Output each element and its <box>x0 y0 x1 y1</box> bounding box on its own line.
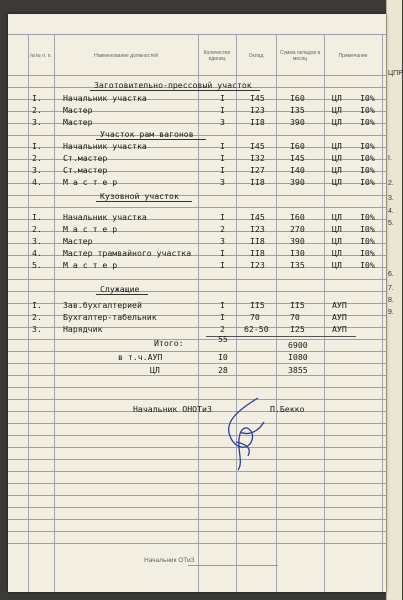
cell-quantity: I <box>220 93 225 103</box>
table-row <box>8 93 386 105</box>
edge-mark: 3. <box>388 195 394 202</box>
cell-position: Ст.мастер <box>63 153 108 163</box>
table-row <box>8 117 386 129</box>
cell-sum: I35 <box>290 105 305 115</box>
cell-salary: I45 <box>250 212 265 222</box>
cell-salary: II8 <box>250 117 265 127</box>
cell-position: Нарядчик <box>63 324 103 334</box>
section-title: Служащие <box>100 284 140 294</box>
cell-number: 3. <box>32 236 42 246</box>
cell-quantity: I <box>220 260 225 270</box>
table-row <box>8 260 386 272</box>
table-row <box>8 177 386 189</box>
cell-note: АУП <box>332 312 347 322</box>
cell-percent: I0% <box>360 153 375 163</box>
section-underline <box>90 90 260 91</box>
cell-position: Ст.мастер <box>63 165 108 175</box>
total-label: Итого: <box>154 338 184 348</box>
total-quantity: I0 <box>218 352 228 362</box>
rule-horizontal <box>8 351 386 352</box>
table-row <box>8 165 386 177</box>
cell-quantity: I <box>220 212 225 222</box>
rule-horizontal <box>8 339 386 340</box>
rule-horizontal <box>8 279 386 280</box>
rule-horizontal <box>8 507 386 508</box>
cell-quantity: 3 <box>220 177 225 187</box>
cell-quantity: I <box>220 300 225 310</box>
cell-salary: I45 <box>250 141 265 151</box>
document-page <box>8 14 386 592</box>
cell-salary: I32 <box>250 153 265 163</box>
cell-quantity: 3 <box>220 117 225 127</box>
cell-sum: I40 <box>290 165 305 175</box>
cell-percent: I0% <box>360 236 375 246</box>
cell-number: I. <box>32 93 42 103</box>
adjacent-page-marks <box>388 70 403 375</box>
cell-salary: II8 <box>250 236 265 246</box>
table-row <box>8 236 386 248</box>
cell-sum: 70 <box>290 312 300 322</box>
header-quantity: Количество единиц <box>203 50 231 62</box>
cell-note: ЦЛ <box>332 212 342 222</box>
rule-horizontal <box>8 195 386 196</box>
edge-mark: 8. <box>388 297 394 304</box>
rule-horizontal <box>8 75 386 76</box>
footer-label: Начальник ОТиЗ <box>144 557 195 564</box>
cell-number: 4. <box>32 248 42 258</box>
total-sum: I080 <box>288 352 308 362</box>
total-label: в т.ч.АУП <box>118 352 163 362</box>
edge-mark: 4. <box>388 208 394 215</box>
section-underline <box>96 201 192 202</box>
edge-mark: ЦПР <box>388 70 403 77</box>
cell-sum: I30 <box>290 248 305 258</box>
rule-horizontal <box>8 375 386 376</box>
cell-note: ЦЛ <box>332 141 342 151</box>
total-sum: 6900 <box>288 340 308 350</box>
table-row <box>8 312 386 324</box>
cell-note: ЦЛ <box>332 177 342 187</box>
header-number: №№ п. п. <box>30 53 52 59</box>
section-underline <box>96 139 206 140</box>
signatory-title: Начальник ОНОТиЗ <box>133 404 212 414</box>
cell-quantity: 2 <box>220 224 225 234</box>
cell-quantity: I <box>220 105 225 115</box>
cell-salary: II8 <box>250 177 265 187</box>
rule-horizontal <box>8 423 386 424</box>
cell-percent: I0% <box>360 248 375 258</box>
cell-position: Мастер <box>63 117 93 127</box>
totals-rule <box>206 336 356 337</box>
total-quantity: 28 <box>218 365 228 375</box>
cell-salary: II8 <box>250 248 265 258</box>
cell-number: I. <box>32 300 42 310</box>
rule-horizontal <box>8 399 386 400</box>
cell-sum: I45 <box>290 153 305 163</box>
cell-number: 3. <box>32 324 42 334</box>
cell-salary: I23 <box>250 224 265 234</box>
table-row <box>8 105 386 117</box>
edge-mark: 6. <box>388 271 394 278</box>
header-salary: Оклад <box>248 53 264 59</box>
edge-mark: I. <box>388 155 392 162</box>
cell-position: Бухгалтер-табельник <box>63 312 157 322</box>
cell-note: ЦЛ <box>332 165 342 175</box>
rule-horizontal <box>8 207 386 208</box>
rule-horizontal <box>8 135 386 136</box>
cell-sum: I35 <box>290 260 305 270</box>
cell-position: М а с т е р <box>63 224 118 234</box>
cell-sum: I60 <box>290 93 305 103</box>
cell-percent: I0% <box>360 224 375 234</box>
rule-horizontal <box>8 495 386 496</box>
total-label: ЦЛ <box>150 365 160 375</box>
cell-quantity: I <box>220 141 225 151</box>
cell-sum: II5 <box>290 300 305 310</box>
rule-horizontal <box>8 483 386 484</box>
cell-position: Зав.бухгалтерией <box>63 300 142 310</box>
section-title: Участок рам вагонов <box>100 129 194 139</box>
section-title: Заготовительно-прессовый участок <box>94 80 252 90</box>
cell-number: 4. <box>32 177 42 187</box>
table-row <box>8 324 386 336</box>
section-underline <box>96 294 148 295</box>
table-row <box>8 212 386 224</box>
cell-quantity: I <box>220 248 225 258</box>
rule-horizontal <box>8 471 386 472</box>
header-name: Наименование должностей <box>94 53 158 59</box>
table-row <box>8 224 386 236</box>
cell-number: 2. <box>32 312 42 322</box>
edge-mark: 5. <box>388 220 394 227</box>
cell-position: Начальник участка <box>63 141 147 151</box>
cell-note: ЦЛ <box>332 105 342 115</box>
cell-number: 2. <box>32 224 42 234</box>
cell-position: Мастер трамвайного участка <box>63 248 192 258</box>
signatory-name: П.Бекко <box>270 404 305 414</box>
cell-salary: 62-50 <box>244 324 269 334</box>
total-quantity: 55 <box>218 334 228 344</box>
cell-percent: I0% <box>360 260 375 270</box>
cell-position: Мастер <box>63 105 93 115</box>
rule-horizontal <box>8 459 386 460</box>
cell-salary: I23 <box>250 260 265 270</box>
rule-horizontal <box>8 435 386 436</box>
cell-salary: I45 <box>250 93 265 103</box>
cell-note: ЦЛ <box>332 117 342 127</box>
edge-mark: 9. <box>388 309 394 316</box>
cell-number: 2. <box>32 153 42 163</box>
cell-note: ЦЛ <box>332 260 342 270</box>
cell-note: АУП <box>332 324 347 334</box>
adjacent-page-edge <box>386 0 402 600</box>
cell-percent: I0% <box>360 105 375 115</box>
rule-horizontal <box>8 363 386 364</box>
cell-sum: 270 <box>290 224 305 234</box>
cell-sum: 390 <box>290 236 305 246</box>
table-row <box>8 248 386 260</box>
table-row <box>8 141 386 153</box>
cell-percent: I0% <box>360 177 375 187</box>
cell-note: ЦЛ <box>332 153 342 163</box>
cell-position: Начальник участка <box>63 212 147 222</box>
cell-number: I. <box>32 141 42 151</box>
section-title: Кузовной участок <box>100 191 179 201</box>
cell-position: М а с т е р <box>63 260 118 270</box>
cell-number: I. <box>32 212 42 222</box>
cell-percent: I0% <box>360 93 375 103</box>
cell-salary: I23 <box>250 105 265 115</box>
cell-note: ЦЛ <box>332 224 342 234</box>
cell-quantity: 2 <box>220 324 225 334</box>
cell-number: 3. <box>32 165 42 175</box>
cell-percent: I0% <box>360 141 375 151</box>
cell-sum: 390 <box>290 117 305 127</box>
cell-sum: I60 <box>290 212 305 222</box>
cell-salary: I27 <box>250 165 265 175</box>
rule-horizontal <box>8 291 386 292</box>
cell-note: ЦЛ <box>332 248 342 258</box>
cell-sum: I25 <box>290 324 305 334</box>
cell-quantity: I <box>220 153 225 163</box>
table-row <box>8 153 386 165</box>
cell-number: 3. <box>32 117 42 127</box>
rule-horizontal <box>8 543 386 544</box>
handwritten-signature <box>218 392 278 472</box>
cell-position: Начальник участка <box>63 93 147 103</box>
cell-quantity: 3 <box>220 236 225 246</box>
total-sum: 3855 <box>288 365 308 375</box>
edge-mark: 7. <box>388 285 394 292</box>
cell-percent: I0% <box>360 117 375 127</box>
cell-salary: 70 <box>250 312 260 322</box>
rule-horizontal <box>8 34 386 35</box>
edge-mark: 2. <box>388 180 394 187</box>
cell-quantity: I <box>220 165 225 175</box>
cell-percent: I0% <box>360 165 375 175</box>
cell-note: ЦЛ <box>332 93 342 103</box>
cell-position: М а с т е р <box>63 177 118 187</box>
cell-quantity: I <box>220 312 225 322</box>
cell-position: Мастер <box>63 236 93 246</box>
cell-note: ЦЛ <box>332 236 342 246</box>
rule-horizontal <box>8 447 386 448</box>
table-row <box>8 300 386 312</box>
cell-sum: 390 <box>290 177 305 187</box>
cell-percent: I0% <box>360 212 375 222</box>
header-sum: Сумма окладов в месяц <box>279 50 321 62</box>
header-note: Примечание <box>338 53 368 59</box>
cell-number: 2. <box>32 105 42 115</box>
cell-sum: I60 <box>290 141 305 151</box>
rule-horizontal <box>8 531 386 532</box>
rule-horizontal <box>8 519 386 520</box>
cell-salary: II5 <box>250 300 265 310</box>
footer-signature-line <box>188 565 278 566</box>
rule-horizontal <box>8 387 386 388</box>
cell-number: 5. <box>32 260 42 270</box>
cell-note: АУП <box>332 300 347 310</box>
